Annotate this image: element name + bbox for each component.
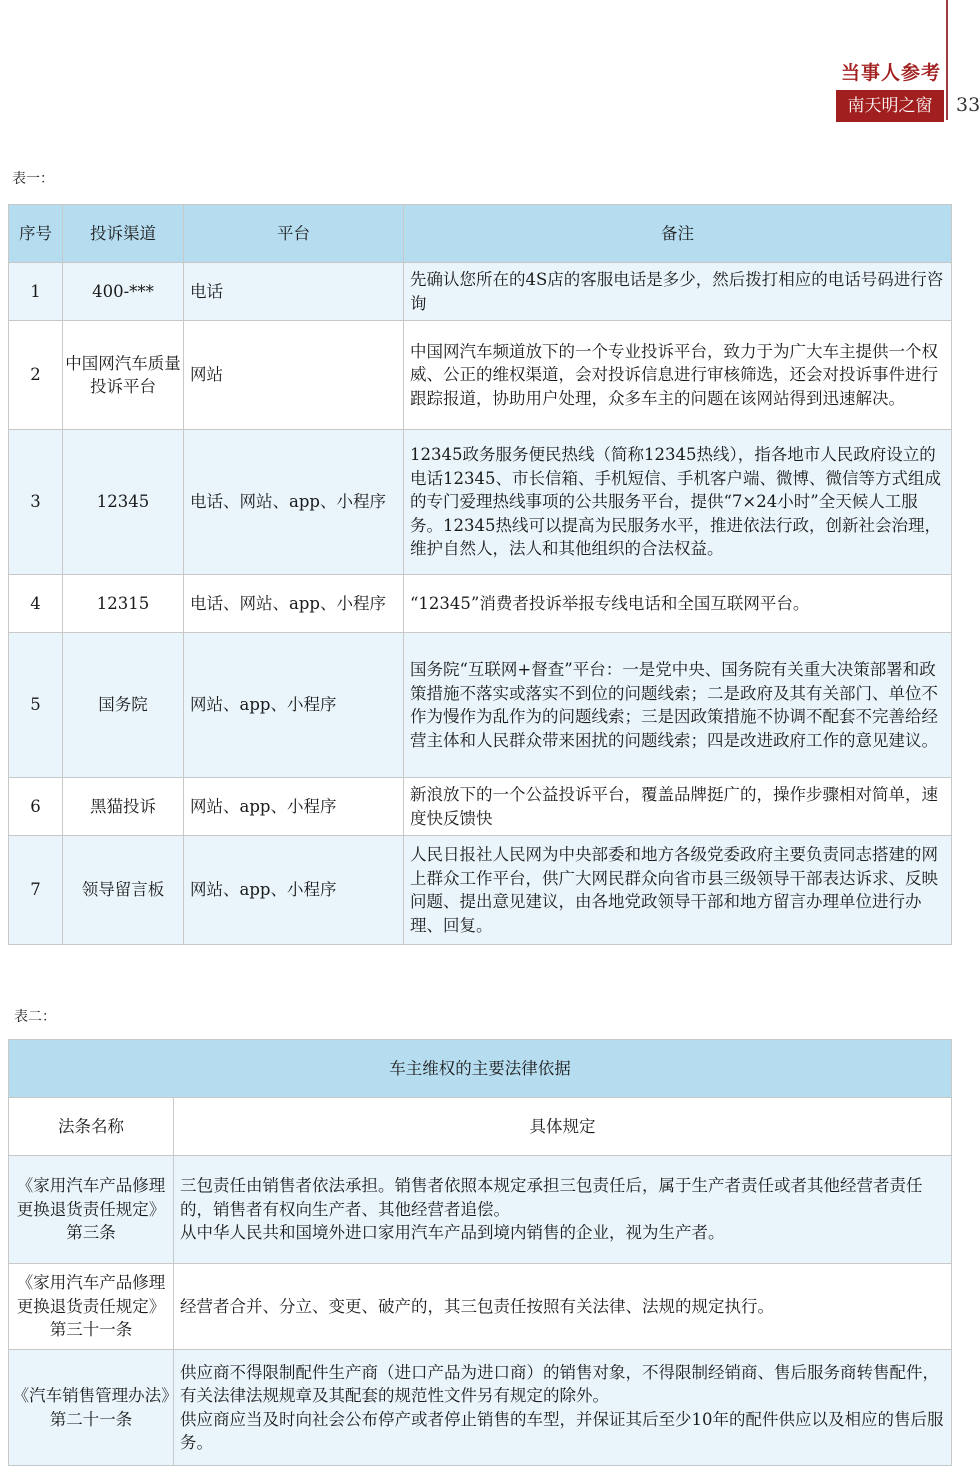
table-row [9, 1350, 952, 1466]
row-number: 3 [9, 430, 63, 575]
column-badge: 南天明之窗 [836, 90, 944, 122]
page-number: 33 [956, 94, 980, 116]
table-row [9, 836, 952, 945]
header-cell: 平台 [184, 205, 404, 263]
row-number: 6 [9, 778, 63, 836]
header-cell: 投诉渠道 [63, 205, 184, 263]
section-title: 当事人参考 [840, 62, 941, 84]
header-divider [946, 0, 948, 120]
table-row [9, 430, 952, 575]
row-number: 4 [9, 575, 63, 633]
channel-cell: 中国网汽车质量投诉平台 [63, 321, 184, 430]
law-name: 《家用汽车产品修理更换退货责任规定》第三条 [9, 1156, 174, 1264]
legal-basis-table [8, 1039, 952, 1466]
law-name: 《家用汽车产品修理更换退货责任规定》第三十一条 [9, 1264, 174, 1350]
note-cell: 国务院“互联网+督查”平台：一是党中央、国务院有关重大决策部署和政策措施不落实或落实不到位的问题线索；二是政府及其有关部门、单位不作为慢作为乱作为的问题线索；三是因政策措施不协调不配套不完善给经营主体和人民群众带来困扰的问题线索；四是改进政府工作的意见建议。 [404, 633, 952, 778]
channel-cell: 黑猫投诉 [63, 778, 184, 836]
table-row [9, 263, 952, 321]
header-cell: 序号 [9, 205, 63, 263]
note-cell: 中国网汽车频道放下的一个专业投诉平台，致力于为广大车主提供一个权威、公正的维权渠道，会对投诉信息进行审核筛选，还会对投诉事件进行跟踪报道，协助用户处理，众多车主的问题在该网站得到迅速解决。 [404, 321, 952, 430]
channel-cell: 12315 [63, 575, 184, 633]
rule-cell [174, 1350, 952, 1466]
note-cell: “12345”消费者投诉举报专线电话和全国互联网平台。 [404, 575, 952, 633]
table-row [9, 1156, 952, 1264]
table-title-row [9, 1040, 952, 1098]
note-cell: 12345政务服务便民热线（简称12345热线），指各地市人民政府设立的电话12345、市长信箱、手机短信、手机客户端、微博、微信等方式组成的专门爱理热线事项的公共服务平台，提供“7×24小时”全天候人工服务。12345热线可以提高为民服务水平，推进依法行政，创新社会治理，维护自然人，法人和其他组织的合法权益。 [404, 430, 952, 575]
rule-cell [174, 1156, 952, 1264]
row-number: 2 [9, 321, 63, 430]
rule-text: 从中华人民共和国境外进口家用汽车产品到境内销售的企业，视为生产者。 [180, 1223, 725, 1243]
platform-cell: 电话、网站、app、小程序 [184, 430, 404, 575]
table-row [9, 633, 952, 778]
platform-cell: 电话 [184, 263, 404, 321]
table-title: 车主维权的主要法律依据 [9, 1040, 952, 1098]
channel-cell: 12345 [63, 430, 184, 575]
platform-cell: 网站、app、小程序 [184, 778, 404, 836]
complaint-channels-table [8, 204, 952, 945]
header-cell: 法条名称 [9, 1098, 174, 1156]
row-number: 7 [9, 836, 63, 945]
header-cell: 备注 [404, 205, 952, 263]
platform-cell: 网站、app、小程序 [184, 633, 404, 778]
table1-caption: 表一： [12, 171, 54, 187]
rule-text: 供应商应当及时向社会公布停产或者停止销售的车型，并保证其后至少10年的配件供应以及相应的售后服务。 [180, 1409, 944, 1452]
channel-cell: 国务院 [63, 633, 184, 778]
row-number: 5 [9, 633, 63, 778]
table-header-row [9, 1098, 952, 1156]
table-row [9, 1264, 952, 1350]
row-number: 1 [9, 263, 63, 321]
channel-cell: 400-*** [63, 263, 184, 321]
header-cell: 具体规定 [174, 1098, 952, 1156]
rule-text: 三包责任由销售者依法承担。销售者依照本规定承担三包责任后，属于生产者责任或者其他经营者责任的，销售者有权向生产者、其他经营者追偿。 [180, 1176, 923, 1219]
table-row [9, 778, 952, 836]
note-cell: 人民日报社人民网为中央部委和地方各级党委政府主要负责同志搭建的网上群众工作平台，供广大网民群众向省市县三级领导干部表达诉求、反映问题、提出意见建议，由各地党政领导干部和地方留言办理单位进行办理、回复。 [404, 836, 952, 945]
table-row [9, 321, 952, 430]
table2-caption: 表二： [14, 1009, 56, 1025]
note-cell: 先确认您所在的4S店的客服电话是多少，然后拨打相应的电话号码进行咨询 [404, 263, 952, 321]
platform-cell: 网站 [184, 321, 404, 430]
rule-text: 供应商不得限制配件生产商（进口产品为进口商）的销售对象，不得限制经销商、售后服务商转售配件，有关法律法规规章及其配套的规范性文件另有规定的除外。 [180, 1362, 939, 1405]
platform-cell: 网站、app、小程序 [184, 836, 404, 945]
table-row [9, 575, 952, 633]
table-header-row [9, 205, 952, 263]
note-cell: 新浪放下的一个公益投诉平台，覆盖品牌挺广的，操作步骤相对简单，速度快反馈快 [404, 778, 952, 836]
rule-cell [174, 1264, 952, 1350]
law-name: 《汽车销售管理办法》第二十一条 [9, 1350, 174, 1466]
rule-text: 经营者合并、分立、变更、破产的，其三包责任按照有关法律、法规的规定执行。 [180, 1296, 774, 1316]
platform-cell: 电话、网站、app、小程序 [184, 575, 404, 633]
channel-cell: 领导留言板 [63, 836, 184, 945]
